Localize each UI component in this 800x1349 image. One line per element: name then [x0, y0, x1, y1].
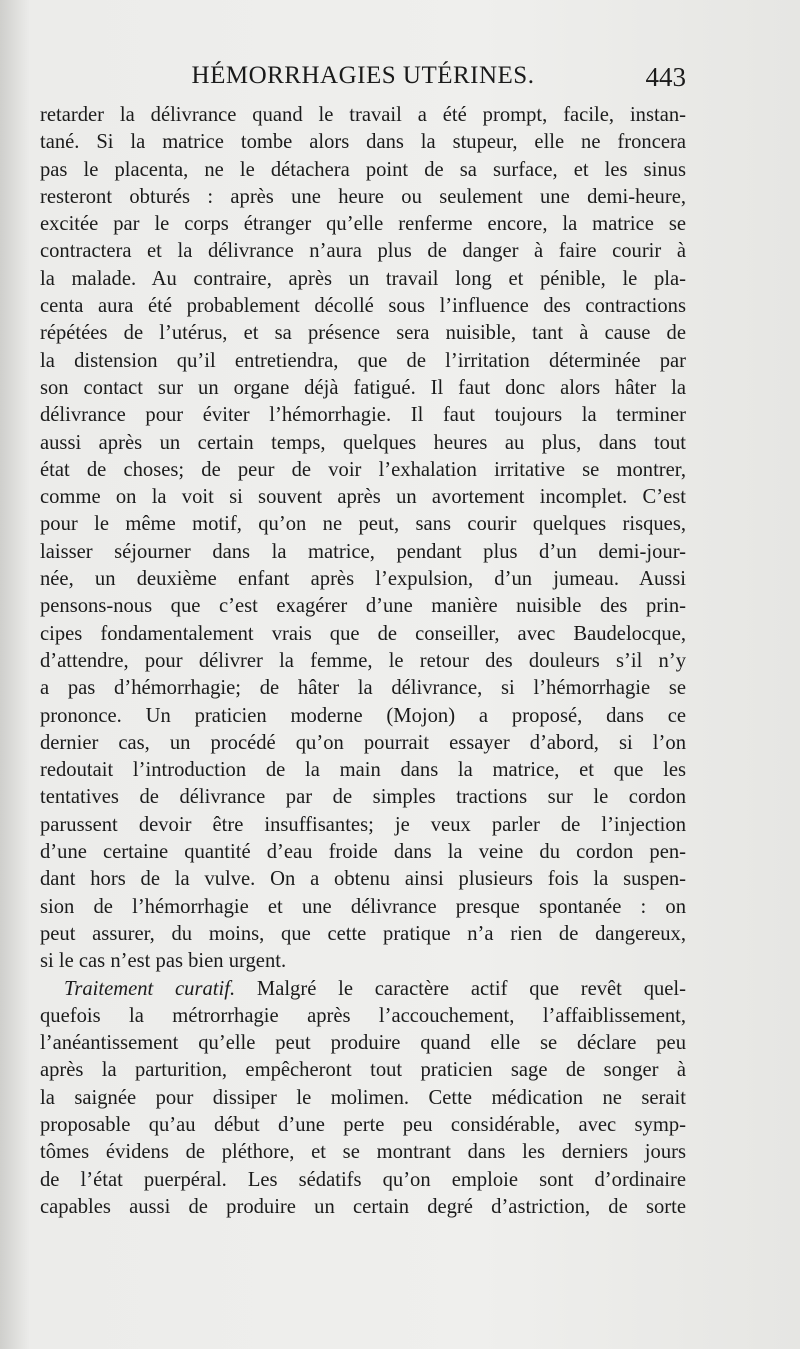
text-line: pour le même motif, qu’on ne peut, sans courir quelques risques, [40, 513, 686, 536]
text-line: excitée par le corps étranger qu’elle renferme encore, la matrice se [40, 213, 686, 236]
text-line: peut assurer, du moins, que cette pratique n’a rien de dangereux, [40, 922, 686, 945]
paragraph-1 [40, 102, 686, 976]
text-line: état de choses; de peur de voir l’exhalation irritative se montrer, [40, 458, 686, 481]
text-line: parussent devoir être insuffisantes; je veux parler de l’injection [40, 813, 686, 836]
text-line: d’une certaine quantité d’eau froide dans la veine du cordon pen- [40, 841, 686, 864]
text-line: quefois la métrorrhagie après l’accouchement, l’affaiblissement, [40, 1004, 686, 1027]
text-line: capables aussi de produire un certain degré d’astriction, de sorte [40, 1195, 686, 1218]
text-line: la saignée pour dissiper le molimen. Cette médication ne serait [40, 1086, 686, 1109]
paragraph-2-first-line-text: Malgré le caractère actif que revêt quel- [235, 977, 687, 1000]
text-line: née, un deuxième enfant après l’expulsion, d’un jumeau. Aussi [40, 568, 686, 591]
text-line: contractera et la délivrance n’aura plus de danger à faire courir à [40, 240, 686, 263]
text-line: la malade. Au contraire, après un travail long et pénible, le pla- [40, 267, 686, 290]
page-header [40, 62, 686, 98]
text-line: après la parturition, empêcheront tout praticien sage de songer à [40, 1059, 686, 1082]
text-line: laisser séjourner dans la matrice, pendant plus d’un demi-jour- [40, 540, 686, 563]
text-line: cipes fondamentalement vrais que de conseiller, avec Baudelocque, [40, 622, 686, 645]
body-text [40, 102, 686, 1221]
text-line: centa aura été probablement décollé sous l’influence des contractions [40, 295, 686, 318]
text-line: si le cas n’est pas bien urgent. [40, 950, 287, 973]
text-line: sion de l’hémorrhagie et une délivrance presque spontanée : on [40, 895, 686, 918]
text-line: tômes évidens de pléthore, et se montrant dans les derniers jours [40, 1141, 686, 1164]
text-line: de l’état puerpéral. Les sédatifs qu’on emploie sont d’ordinaire [40, 1168, 686, 1191]
paragraph-2 [40, 976, 686, 1222]
text-line: dernier cas, un procédé qu’on pourrait essayer d’abord, si l’on [40, 731, 686, 754]
text-line: redoutait l’introduction de la main dans la matrice, et que les [40, 759, 686, 782]
text-line: dant hors de la vulve. On a obtenu ainsi plusieurs fois la suspen- [40, 868, 686, 891]
running-title: HÉMORRHAGIES UTÉRINES. [191, 62, 535, 89]
text-line: a pas d’hémorrhagie; de hâter la délivrance, si l’hémorrhagie se [40, 677, 686, 700]
text-line: tentatives de délivrance par de simples tractions sur le cordon [40, 786, 686, 809]
text-line: répétées de l’utérus, et sa présence sera nuisible, tant à cause de [40, 322, 686, 345]
text-line: délivrance pour éviter l’hémorrhagie. Il faut toujours la terminer [40, 404, 686, 427]
text-line: l’anéantissement qu’elle peut produire quand elle se déclare peu [40, 1032, 686, 1055]
text-line: d’attendre, pour délivrer la femme, le retour des douleurs s’il n’y [40, 649, 686, 672]
text-line: pensons-nous que c’est exagérer d’une manière nuisible des prin- [40, 595, 686, 618]
text-line: tané. Si la matrice tombe alors dans la stupeur, elle ne froncera [40, 131, 686, 154]
paragraph-2-first-line [40, 976, 686, 1003]
text-line: resteront obturés : après une heure ou seulement une demi-heure, [40, 185, 686, 208]
text-line: son contact sur un organe déjà fatigué. Il faut donc alors hâter la [40, 376, 686, 399]
text-line: proposable qu’au début d’une perte peu considérable, avec symp- [40, 1113, 686, 1136]
text-line: aussi après un certain temps, quelques heures au plus, dans tout [40, 431, 686, 454]
text-line: retarder la délivrance quand le travail a été prompt, facile, instan- [40, 104, 686, 126]
section-heading: Traitement curatif. [64, 977, 236, 1000]
text-line: prononce. Un praticien moderne (Mojon) a proposé, dans ce [40, 704, 686, 727]
text-line: pas le placenta, ne le détachera point de sa surface, et les sinus [40, 158, 686, 181]
text-line: la distension qu’il entretiendra, que de l’irritation déterminée par [40, 349, 686, 372]
text-line: comme on la voit si souvent après un avortement incomplet. C’est [40, 486, 686, 509]
page-number: 443 [645, 62, 686, 92]
